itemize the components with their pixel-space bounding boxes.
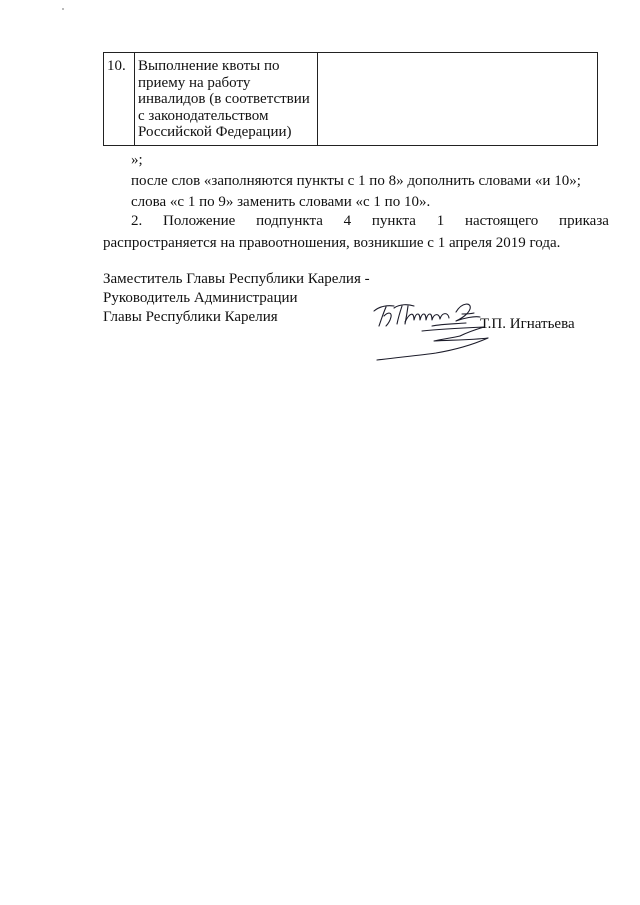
signatory-title-block xyxy=(103,270,370,327)
para-word: 2. xyxy=(131,213,143,229)
row-name-line: с законодательством xyxy=(138,107,269,124)
signer-name: Т.П. Игнатьева xyxy=(480,316,575,332)
quota-table xyxy=(103,52,598,146)
row-name-line: Выполнение квоты по xyxy=(138,58,280,74)
table-row xyxy=(104,53,598,146)
row-name-line: Российской Федерации) xyxy=(138,124,292,140)
para-word: 4 xyxy=(343,213,352,229)
row-number: 10. xyxy=(107,58,126,74)
para-word: Положение xyxy=(163,213,236,229)
row-name-line: приему на работу xyxy=(138,74,251,91)
para-word: пункта xyxy=(371,213,416,229)
row-value-cell xyxy=(318,53,598,146)
signatory-title-line: Заместитель Главы Республики Карелия - xyxy=(103,271,370,287)
scan-artifact xyxy=(62,8,64,10)
row-number-cell xyxy=(104,53,135,146)
paragraph-2-first-line xyxy=(131,212,609,230)
para-word: настоящего xyxy=(464,213,539,229)
para-word: приказа xyxy=(559,213,609,229)
closing-quote: »; xyxy=(131,152,143,168)
amendment-line-1: после слов «заполняются пункты с 1 по 8» дополнить словами «и 10»; xyxy=(131,173,581,189)
handwritten-signature xyxy=(362,294,497,364)
para-word: 1 xyxy=(436,213,445,229)
para-word: подпункта xyxy=(256,213,323,229)
signatory-title-line: Главы Республики Карелия xyxy=(103,309,278,325)
row-name-cell xyxy=(135,53,318,146)
amendment-line-2: слова «с 1 по 9» заменить словами «с 1 по 10». xyxy=(131,194,431,210)
signatory-title-line: Руководитель Администрации xyxy=(103,290,298,306)
row-name-line: инвалидов (в соответствии xyxy=(138,91,310,107)
paragraph-2-second-line: распространяется на правоотношения, возникшие с 1 апреля 2019 года. xyxy=(103,235,561,251)
